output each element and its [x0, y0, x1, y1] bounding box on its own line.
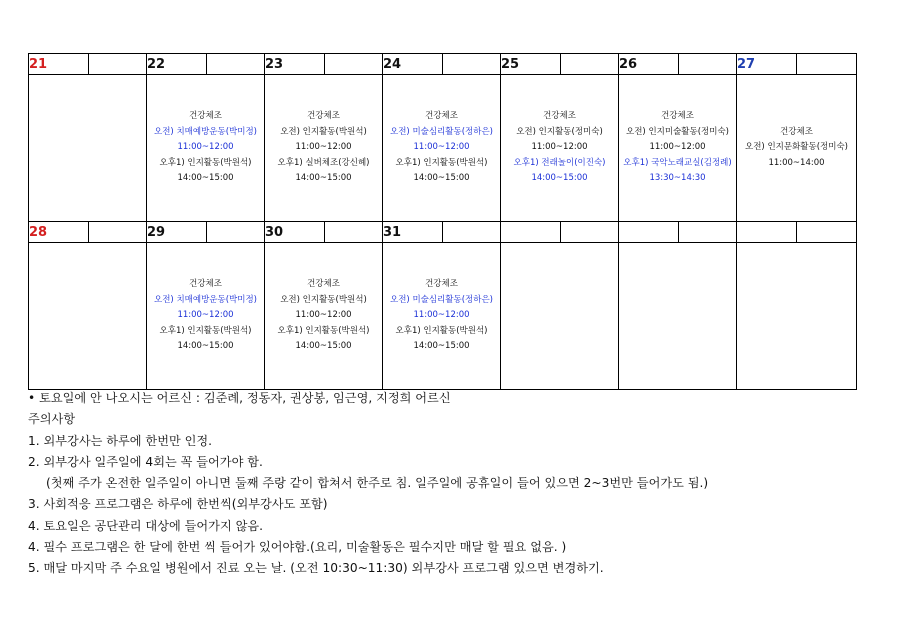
day-number: 29	[147, 222, 207, 243]
day-number	[737, 222, 797, 243]
day-cell	[619, 75, 737, 222]
day-header-blank	[561, 54, 619, 75]
day-cell	[501, 243, 619, 390]
schedule-line: 14:00~15:00	[413, 173, 470, 184]
schedule-line: 건강체조	[307, 111, 340, 122]
day-header-blank	[207, 54, 265, 75]
day-number	[501, 222, 561, 243]
absent-note: • 토요일에 안 나오시는 어르신 : 김준례, 정동자, 권상봉, 임근영, 지정희 어르신	[28, 391, 451, 405]
schedule-line: 건강체조	[543, 111, 576, 122]
day-header-blank	[325, 54, 383, 75]
schedule-line: 오후1) 실버체조(강신혜)	[277, 157, 370, 168]
day-cell	[501, 75, 619, 222]
note-item: 4. 필수 프로그램은 한 달에 한번 씩 들어가 있어야함.(요리, 미술활동은 필수지만 매달 할 필요 없음. )	[28, 540, 567, 555]
schedule-line: 건강체조	[189, 279, 222, 290]
schedule-line: 11:00~12:00	[295, 310, 352, 321]
day-cell	[383, 75, 501, 222]
schedule-line: 11:00~12:00	[649, 142, 706, 153]
schedule-line: 건강체조	[189, 111, 222, 122]
day-header-blank	[443, 54, 501, 75]
schedule-line: 오전) 인지활동(박원석)	[280, 126, 367, 137]
note-item: (첫째 주가 온전한 일주일이 아니면 둘째 주랑 같이 합쳐서 한주로 침. 일주일에 공휴일이 들어 있으면 2~3번만 들어가도 됨.)	[46, 476, 709, 491]
schedule-line: 오전) 치매예방운동(박미정)	[154, 294, 257, 305]
schedule-line: 11:00~14:00	[768, 157, 825, 168]
week1-header-row	[29, 54, 857, 75]
day-cell	[619, 243, 737, 390]
day-cell	[265, 75, 383, 222]
day-header-blank	[561, 222, 619, 243]
day-number	[619, 222, 679, 243]
note-item: 2. 외부강사 일주일에 4회는 꼭 들어가야 함.	[28, 454, 263, 469]
note-item: 5. 매달 마지막 주 수요일 병원에서 진료 오는 날. (오전 10:30~11:30) 외부강사 프로그램 있으면 변경하기.	[28, 561, 604, 576]
schedule-line: 오후1) 인지활동(박원석)	[159, 325, 252, 336]
day-cell	[265, 243, 383, 390]
schedule-line: 오전) 인지활동(정미숙)	[516, 126, 603, 137]
day-number: 31	[383, 222, 443, 243]
day-header-blank	[797, 222, 857, 243]
schedule-line: 건강체조	[307, 279, 340, 290]
schedule-line: 오전) 치매예방운동(박미정)	[154, 126, 257, 137]
day-header-blank	[797, 54, 857, 75]
schedule-line: 건강체조	[425, 111, 458, 122]
week1-schedule-row	[29, 75, 857, 222]
schedule-line: 11:00~12:00	[177, 142, 234, 153]
schedule-line: 건강체조	[425, 279, 458, 290]
schedule-line: 13:30~14:30	[649, 173, 706, 184]
day-number: 24	[383, 54, 443, 75]
schedule-line: 오전) 미술심리활동(정하은)	[390, 294, 493, 305]
note-item: 4. 토요일은 공단관리 대상에 들어가지 않음.	[28, 518, 264, 533]
schedule-calendar	[28, 53, 857, 390]
schedule-line: 오후1) 인지활동(박원석)	[395, 157, 488, 168]
schedule-line: 11:00~12:00	[531, 142, 588, 153]
schedule-line: 건강체조	[661, 111, 694, 122]
day-header-blank	[89, 222, 147, 243]
schedule-line: 14:00~15:00	[531, 173, 588, 184]
schedule-line: 14:00~15:00	[177, 173, 234, 184]
day-header-blank	[207, 222, 265, 243]
week2-header-row	[29, 222, 857, 243]
schedule-line: 건강체조	[780, 126, 813, 137]
day-cell	[737, 75, 857, 222]
day-number: 26	[619, 54, 679, 75]
schedule-line: 11:00~12:00	[413, 310, 470, 321]
day-cell	[147, 243, 265, 390]
schedule-line: 11:00~12:00	[177, 310, 234, 321]
day-number: 30	[265, 222, 325, 243]
day-header-blank	[325, 222, 383, 243]
day-number: 25	[501, 54, 561, 75]
day-cell	[737, 243, 857, 390]
schedule-line: 오전) 인지미술활동(정미숙)	[626, 126, 729, 137]
note-item: 3. 사회적응 프로그램은 하루에 한번씩(외부강사도 포함)	[28, 497, 328, 512]
schedule-line: 14:00~15:00	[413, 341, 470, 352]
schedule-line: 오후1) 인지활동(박원석)	[277, 325, 370, 336]
schedule-line: 오전) 인지문화활동(정미숙)	[745, 142, 848, 153]
schedule-line: 14:00~15:00	[295, 341, 352, 352]
schedule-line: 오전) 미술심리활동(정하은)	[390, 126, 493, 137]
week2-schedule-row	[29, 243, 857, 390]
notes-heading: 주의사항	[28, 412, 76, 427]
notes-section	[28, 388, 888, 580]
day-header-blank	[679, 54, 737, 75]
day-header-blank	[89, 54, 147, 75]
day-number: 21	[29, 54, 89, 75]
day-cell	[383, 243, 501, 390]
day-header-blank	[443, 222, 501, 243]
schedule-line: 오후1) 전래놀이(이진숙)	[513, 157, 606, 168]
schedule-line: 오후1) 인지활동(박원석)	[395, 325, 488, 336]
day-number: 28	[29, 222, 89, 243]
schedule-line: 오후1) 국악노래교실(김정례)	[623, 157, 732, 168]
day-number: 22	[147, 54, 207, 75]
schedule-line: 오후1) 인지활동(박원석)	[159, 157, 252, 168]
day-cell	[29, 243, 147, 390]
day-cell	[29, 75, 147, 222]
schedule-line: 14:00~15:00	[177, 341, 234, 352]
day-number: 27	[737, 54, 797, 75]
schedule-line: 14:00~15:00	[295, 173, 352, 184]
day-number: 23	[265, 54, 325, 75]
note-item: 1. 외부강사는 하루에 한번만 인정.	[28, 433, 213, 448]
schedule-line: 11:00~12:00	[295, 142, 352, 153]
day-cell	[147, 75, 265, 222]
day-header-blank	[679, 222, 737, 243]
schedule-line: 11:00~12:00	[413, 142, 470, 153]
schedule-line: 오전) 인지활동(박원석)	[280, 294, 367, 305]
